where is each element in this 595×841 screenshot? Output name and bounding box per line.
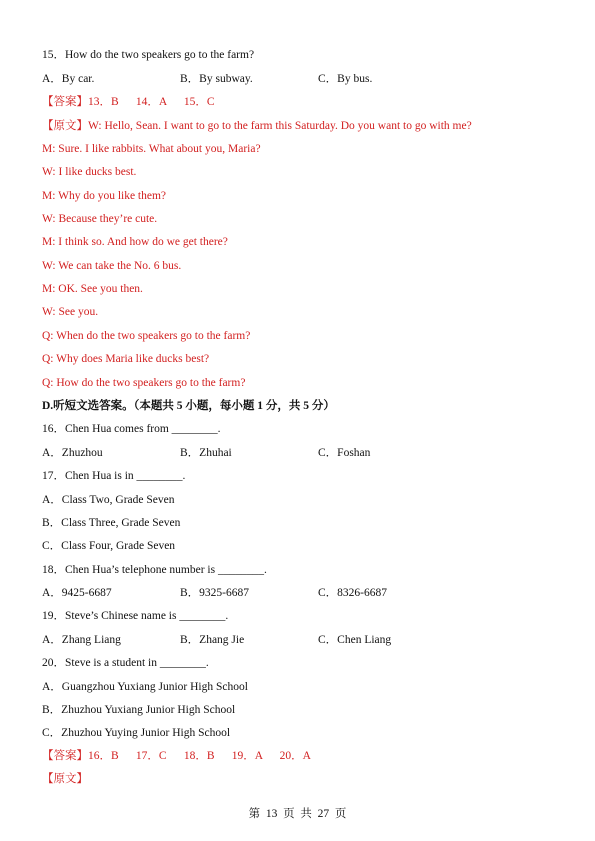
q20-option-a: A．Guangzhou Yuxiang Junior High School — [42, 681, 248, 693]
q18-option-b: B．9325-6687 — [180, 587, 249, 599]
q17-option-c: C．Class Four, Grade Seven — [42, 540, 176, 552]
q20-option-b: B．Zhuzhou Yuxiang Junior High School — [42, 704, 236, 716]
transcript-line: M: Sure. I like rabbits. What about you, Maria? — [42, 143, 261, 155]
transcript-line: W: I like ducks best. — [42, 166, 137, 178]
q18-option-a: A．9425-6687 — [42, 587, 112, 599]
q19-option-b: B．Zhang Jie — [180, 634, 245, 646]
transcript-line: Q: When do the two speakers go to the farm? — [42, 330, 251, 342]
q15-option-b: B．By subway. — [180, 73, 253, 85]
section-d-heading: D.听短文选答案。（本题共 5 小题，每小题 1 分，共 5 分） — [42, 400, 335, 412]
q16-option-b: B．Zhuhai — [180, 447, 232, 459]
transcript-line: M: I think so. And how do we get there? — [42, 236, 228, 248]
q19-option-a: A．Zhang Liang — [42, 634, 121, 646]
page-footer: 第 13 页 共 27 页 — [248, 808, 347, 820]
q15-option-c: C．By bus. — [318, 73, 373, 85]
answer-13-15: 【答案】13．B 14．A 15．C — [42, 96, 215, 108]
q16-option-c: C．Foshan — [318, 447, 371, 459]
question-17: 17．Chen Hua is in ________. — [42, 470, 186, 482]
q16-option-a: A．Zhuzhou — [42, 447, 103, 459]
q19-option-c: C．Chen Liang — [318, 634, 392, 646]
question-15: 15．How do the two speakers go to the farm? — [42, 49, 255, 61]
q17-option-b: B．Class Three, Grade Seven — [42, 517, 181, 529]
question-18: 18．Chen Hua’s telephone number is ________. — [42, 564, 267, 576]
transcript-line: Q: How do the two speakers go to the farm? — [42, 377, 246, 389]
transcript-line: W: See you. — [42, 306, 99, 318]
q20-option-c: C．Zhuzhou Yuying Junior High School — [42, 727, 231, 739]
transcript-line: W: Because they’re cute. — [42, 213, 158, 225]
q17-option-a: A．Class Two, Grade Seven — [42, 494, 175, 506]
q15-option-a: A．By car. — [42, 73, 95, 85]
transcript-line: 【原文】W: Hello, Sean. I want to go to the farm this Saturday. Do you want to go with me? — [42, 120, 472, 132]
question-19: 19．Steve’s Chinese name is ________. — [42, 610, 229, 622]
transcript-line: M: Why do you like them? — [42, 190, 167, 202]
question-20: 20．Steve is a student in ________. — [42, 657, 209, 669]
transcript-line: M: OK. See you then. — [42, 283, 143, 295]
transcript-line: W: We can take the No. 6 bus. — [42, 260, 182, 272]
question-16: 16．Chen Hua comes from ________. — [42, 423, 221, 435]
q18-option-c: C．8326-6687 — [318, 587, 387, 599]
answer-16-20: 【答案】16．B 17．C 18．B 19．A 20．A — [42, 750, 311, 762]
transcript-line: Q: Why does Maria like ducks best? — [42, 353, 210, 365]
transcript-2-label: 【原文】 — [42, 773, 88, 785]
